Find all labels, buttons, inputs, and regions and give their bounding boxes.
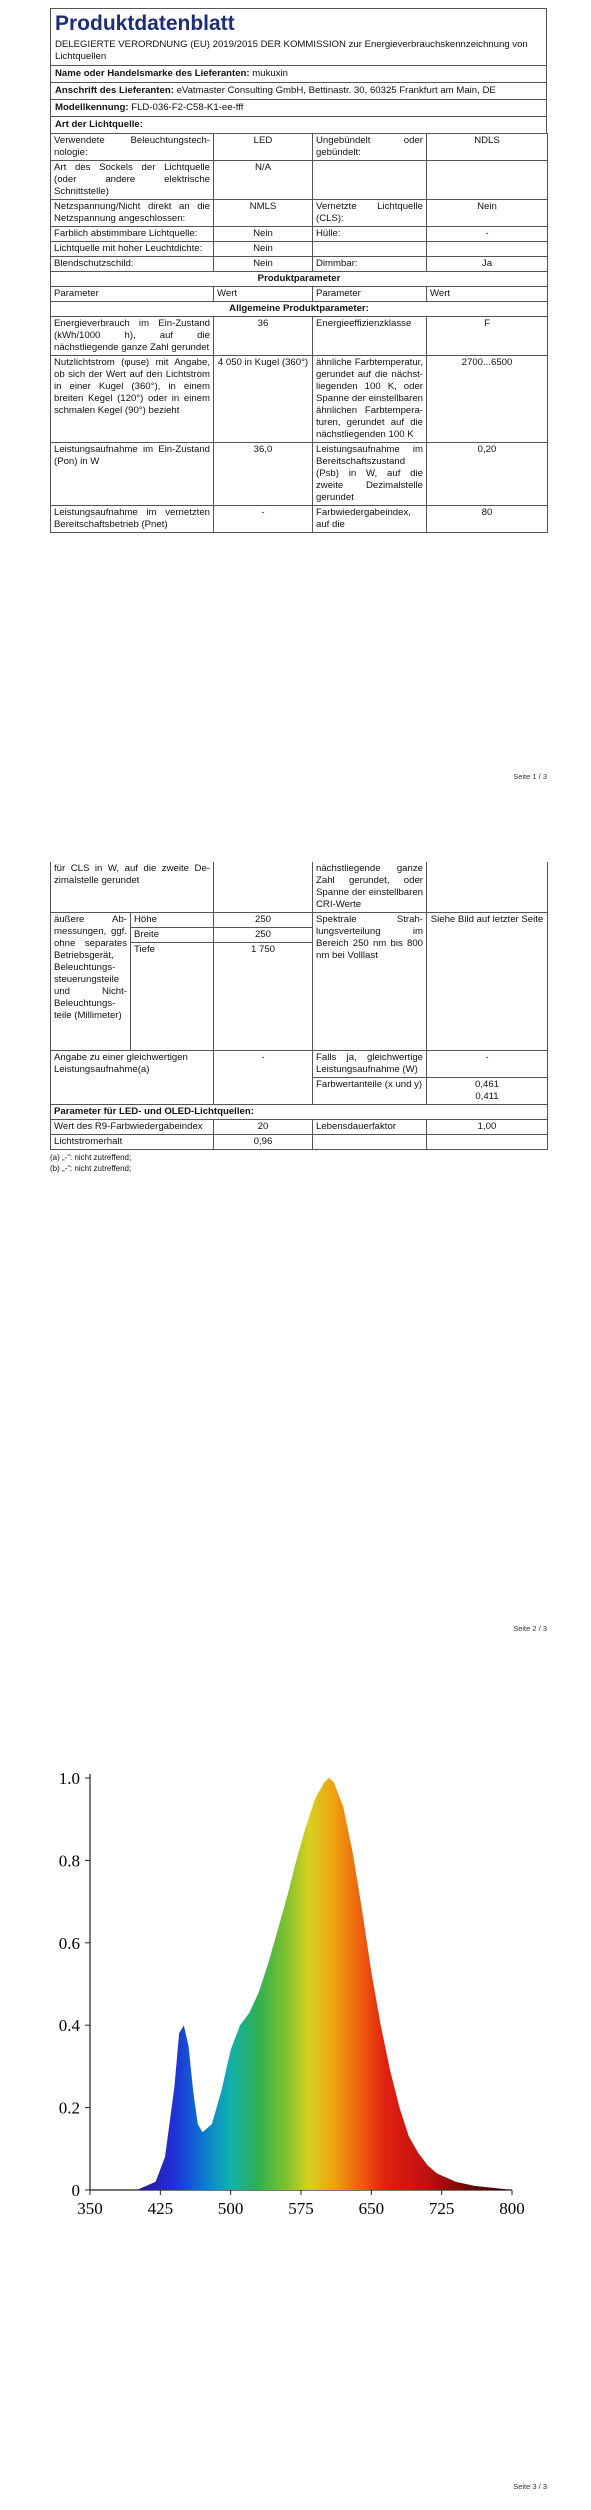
cell-label: für CLS in W, auf die zweite Dezimalstelle gerundet [51, 862, 214, 913]
led-section-heading [51, 1105, 548, 1120]
cell-label: Art des Sockels der Lichtquelle (oder andere elektrische Schnittstelle) [51, 161, 214, 200]
y-tick-label: 0.4 [58, 2016, 80, 2036]
maint-label: Lichtstromerhalt [51, 1135, 214, 1150]
table-row [51, 1051, 548, 1078]
chroma-label: Farbwertanteile (x und y) [313, 1078, 427, 1105]
cell-label: Leistungsaufnahme im Bereitschaftszustand (Psb) in W, auf die zweite Dezimalstelle gerundet [313, 443, 427, 506]
table-row [51, 161, 548, 200]
cell-value: Nein [427, 200, 548, 227]
type-section-label: Art der Lichtquelle: [55, 119, 143, 130]
footnote-a: (a) „-“: nicht zutreffend; [50, 1153, 132, 1162]
type-section-heading [50, 116, 547, 133]
x-tick-label: 575 [288, 2199, 314, 2218]
r9-label: Wert des R9-Farbwiedergabeindex [51, 1120, 214, 1135]
dim-value: 1 750 [214, 943, 313, 1051]
page-1 [0, 0, 591, 800]
table-row-dims [51, 913, 548, 928]
table-row [51, 317, 548, 356]
table-row [51, 443, 548, 506]
cell-value: Ja [427, 257, 548, 272]
cell-label [313, 161, 427, 200]
cell-value: NDLS [427, 134, 548, 161]
cell-label: Farbwiedergabeindex, auf die [313, 506, 427, 533]
spectral-value: Siehe Bild auf letzter Seite [427, 913, 548, 1051]
spectral-label: Spektrale Strahlungsverteilung im Bereich 250 nm bis 800 nm bei Volllast [313, 913, 427, 1051]
table-row [51, 134, 548, 161]
page-3 [0, 1680, 591, 2510]
cell-label: Blendschutzschild: [51, 257, 214, 272]
cell-value: NMLS [214, 200, 313, 227]
cell-label: Dimmbar: [313, 257, 427, 272]
cell-label: Netzspannung/Nicht direkt an die Netzspannung angeschlossen: [51, 200, 214, 227]
supplier-name-label: Name oder Handelsmarke des Lieferanten: [55, 68, 250, 79]
cell-value: Nein [214, 227, 313, 242]
cell-value: LED [214, 134, 313, 161]
equiv-r-value: - [427, 1051, 548, 1078]
model-label: Modellkennung: [55, 102, 129, 113]
footnote-b: (b) „-“: nicht zutreffend; [50, 1164, 132, 1173]
x-tick-label: 650 [358, 2199, 385, 2218]
general-params-heading [51, 302, 548, 317]
supplier-name-row [50, 65, 547, 82]
cell-value: 36 [214, 317, 313, 356]
page-number: Seite 2 / 3 [513, 1624, 547, 1633]
supplier-name: mukuxin [252, 68, 289, 79]
cell-label: Leistungsaufnahme im vernetzten Bereitschaftsbetrieb (Pnet) [51, 506, 214, 533]
dim-value: 250 [214, 913, 313, 928]
table-row [51, 257, 548, 272]
table-row [51, 356, 548, 443]
life-label: Lebensdauerfaktor [313, 1120, 427, 1135]
regulation-text: DELEGIERTE VERORDNUNG (EU) 2019/2015 DER KOMMISSION zur Energieverbrauchskennzeichnung von Lichtquellen [55, 39, 528, 62]
cell-label: Vernetzte Lichtquelle (CLS): [313, 200, 427, 227]
table-row [51, 242, 548, 257]
maint-value: 0,96 [214, 1135, 313, 1150]
cell-value: 36,0 [214, 443, 313, 506]
table-row [51, 1120, 548, 1135]
chroma-x: 0,461 [474, 1079, 499, 1090]
params-table-continued [50, 862, 548, 1150]
table-row [51, 1135, 548, 1150]
y-tick-label: 0.6 [58, 1933, 80, 1953]
cell-label: Lichtquelle mit hoher Leuchtdichte: [51, 242, 214, 257]
table-row [51, 506, 548, 533]
cell-value: - [214, 506, 313, 533]
col-value: Wert [214, 287, 313, 302]
col-param: Parameter [51, 287, 214, 302]
table-row [51, 200, 548, 227]
empty-cell [313, 1135, 427, 1150]
cell-value [427, 161, 548, 200]
type-table [50, 133, 548, 533]
sheet-header [50, 8, 547, 65]
footnotes [50, 1150, 547, 1176]
cell-value: 0,20 [427, 443, 548, 506]
cell-label: Farblich abstimmbare Lichtquelle: [51, 227, 214, 242]
cell-value: N/A [214, 161, 313, 200]
dims-label: äußere Abmessungen, ggf. ohne separates Betriebsgerät, Beleuchtungssteuerungsteile und Nicht-Beleuchtungsteile (Millimeter) [51, 913, 131, 1051]
y-tick-label: 1.0 [58, 1769, 80, 1788]
y-tick-label: 0 [71, 2181, 80, 2200]
cell-label: Leistungsaufnahme im Ein-Zustand (Pon) in W [51, 443, 214, 506]
cell-label: ähnliche Farbtemperatur, gerundet auf die nächstliegenden 100 K, oder Spanne der einstellbaren ähnlichen Farbtemperaturen, gerundet auf die nächstliegenden 100 K [313, 356, 427, 443]
column-header-row [51, 287, 548, 302]
col-param: Parameter [313, 287, 427, 302]
x-tick-label: 725 [428, 2199, 455, 2218]
cell-label: Ungebündelt oder gebündelt: [313, 134, 427, 161]
product-params-label: Produktparameter [51, 272, 548, 287]
cell-value [427, 242, 548, 257]
supplier-address-row [50, 82, 547, 99]
spectrum-chart [0, 1720, 591, 2240]
cell-label: Verwendete Beleuchtungstechnologie: [51, 134, 214, 161]
cell-value: 4 050 in Kugel (360°) [214, 356, 313, 443]
equiv-r-label: Falls ja, gleichwertige Leistungsaufnahme (W) [313, 1051, 427, 1078]
page-number: Seite 1 / 3 [513, 772, 547, 781]
cell-value: F [427, 317, 548, 356]
data-sheet-page-1 [50, 8, 547, 533]
dim-name: Breite [131, 928, 214, 943]
cell-value: Nein [214, 257, 313, 272]
product-params-heading [51, 272, 548, 287]
spectrum-area [90, 1778, 512, 2190]
dim-name: Tiefe [131, 943, 214, 1051]
model-row [50, 99, 547, 116]
page-number: Seite 3 / 3 [513, 2482, 547, 2491]
dim-name: Höhe [131, 913, 214, 928]
life-value: 1,00 [427, 1120, 548, 1135]
cell-label: Nutzlichtstrom (φuse) mit Angabe, ob sich der Wert auf den Lichtstrom in einer Kugel (360°), in einem breiten Kegel (120°) oder in einem schmalen Kegel (90°) bezieht [51, 356, 214, 443]
cell-value: 2700...6500 [427, 356, 548, 443]
col-value: Wert [427, 287, 548, 302]
page-2 [0, 842, 591, 1642]
table-row [51, 227, 548, 242]
equiv-value: - [214, 1051, 313, 1105]
cell-value: Nein [214, 242, 313, 257]
supplier-address: eVatmaster Consulting GmbH, Bettinastr. 30, 60325 Frankfurt am Main, DE [176, 85, 496, 96]
data-sheet-page-2 [50, 862, 547, 1176]
model-id: FLD-036-F2-C58-K1-ee-fff [131, 102, 244, 113]
r9-value: 20 [214, 1120, 313, 1135]
x-tick-label: 350 [77, 2199, 103, 2218]
cell-label: Hülle: [313, 227, 427, 242]
dim-value: 250 [214, 928, 313, 943]
page-title: Produktdatenblatt [55, 12, 235, 35]
x-tick-label: 500 [217, 2199, 244, 2218]
y-tick-label: 0.8 [58, 1851, 80, 1871]
chart-area-layer [90, 1778, 512, 2190]
cell-label: nächstliegende ganze Zahl gerundet, oder Spanne der einstellbaren CRI-Werte [313, 862, 427, 913]
x-tick-label: 800 [499, 2199, 525, 2218]
chroma-values [427, 1078, 548, 1105]
table-row [51, 862, 548, 913]
chroma-y: 0,411 [475, 1091, 499, 1102]
supplier-address-label: Anschrift des Lieferanten: [55, 85, 174, 96]
empty-cell [427, 1135, 548, 1150]
general-params-label: Allgemeine Produktparameter: [51, 302, 548, 317]
cell-value: 80 [427, 506, 548, 533]
cell-label: Energieeffizienzklasse [313, 317, 427, 356]
cell-value [427, 862, 548, 913]
cell-label [313, 242, 427, 257]
cell-label: Energieverbrauch im Ein-Zustand (kWh/1000 h), auf die nächstliegende ganze Zahl gerundet [51, 317, 214, 356]
y-tick-label: 0.2 [58, 2098, 80, 2118]
x-tick-label: 425 [147, 2199, 174, 2218]
cell-value [214, 862, 313, 913]
equiv-label-text: Angabe zu einer gleichwertigen Leistungsaufnahme(a) [54, 1052, 188, 1075]
led-section-label: Parameter für LED- und OLED-Lichtquellen: [51, 1105, 548, 1120]
cell-value: - [427, 227, 548, 242]
equiv-label [51, 1051, 214, 1105]
